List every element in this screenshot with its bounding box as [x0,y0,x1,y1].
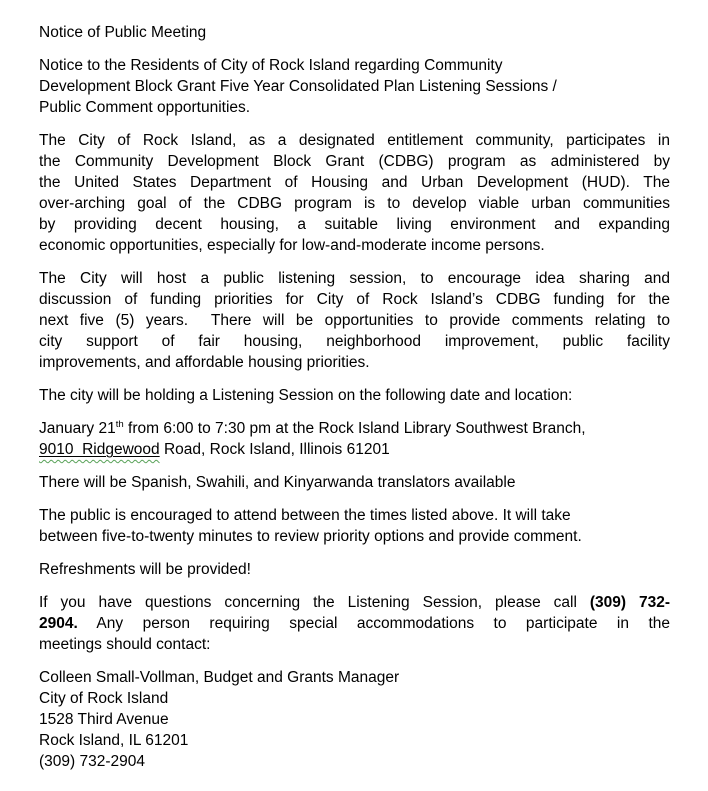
paragraph-addressee [39,55,670,118]
paragraph-translators [39,472,670,493]
text-run: city support of fair housing, neighborhood improvement, public facility [39,333,670,350]
text-run: Public Comment opportunities. [39,99,251,116]
text-run: from 6:00 to 7:30 pm at the Rock Island Library Southwest Branch, [123,420,586,437]
text-run: Road, Rock Island, Illinois 61201 [159,441,390,458]
text-line [39,55,670,76]
paragraph-cdbg-program [39,130,670,256]
text-run: the United States Department of Housing and Urban Development (HUD). The [39,174,670,191]
text-run: 2904. [39,615,78,632]
text-line [39,76,670,97]
text-run: If you have questions concerning the Listening Session, please call [39,594,590,611]
text-run: by providing decent housing, a suitable living environment and expanding [39,216,670,233]
paragraph-contact-block [39,667,670,772]
text-run: the Community Development Block Grant (CDBG) program as administered by [39,153,670,170]
text-line [39,331,670,352]
text-line [39,385,670,406]
paragraph-session-announce [39,385,670,406]
text-line [39,439,670,460]
paragraph-attendance [39,505,670,547]
text-line [39,730,670,751]
text-run: between five-to-twenty minutes to review priority options and provide comment. [39,528,582,545]
text-line [39,130,670,151]
text-run: Refreshments will be provided! [39,561,251,578]
text-run: Rock Island, IL 61201 [39,732,189,749]
text-run: The City will host a public listening session, to encourage idea sharing and [39,270,670,287]
text-line [39,592,670,613]
text-run: th [115,418,124,430]
text-run: The public is encouraged to attend between the times listed above. It will take [39,507,571,524]
text-run: economic opportunities, especially for low-and-moderate income persons. [39,237,545,254]
text-run: 1528 Third Avenue [39,711,169,728]
paragraph-listening-session [39,268,670,373]
text-line [39,634,670,655]
text-run: The City of Rock Island, as a designated entitlement community, participates in [39,132,670,149]
text-line [39,268,670,289]
text-run: over-arching goal of the CDBG program is to develop viable urban communities [39,195,670,212]
text-run: Colleen Small-Vollman, Budget and Grants Manager [39,669,400,686]
text-line [39,172,670,193]
text-line [39,151,670,172]
text-run: The city will be holding a Listening Session on the following date and location: [39,387,573,404]
text-line [39,526,670,547]
paragraph-session-details [39,418,670,460]
paragraph-title [39,22,670,43]
text-line [39,667,670,688]
text-line [39,688,670,709]
text-run: (309) 732- [589,594,670,611]
grammar-flagged-text: 9010 Ridgewood [39,441,160,458]
text-run: discussion of funding priorities for City of Rock Island’s CDBG funding for the [39,291,670,308]
text-line [39,214,670,235]
paragraph-questions [39,592,670,655]
text-line [39,193,670,214]
text-line [39,559,670,580]
text-run: City of Rock Island [39,690,169,707]
text-run: meetings should contact: [39,636,211,653]
text-run: Any person requiring special accommodations to participate in the [77,615,670,632]
text-run: Notice to the Residents of City of Rock Island regarding Community [39,57,503,74]
text-run: There will be Spanish, Swahili, and Kinyarwanda translators available [39,474,516,491]
paragraph-refreshments [39,559,670,580]
text-line [39,22,670,43]
text-line [39,505,670,526]
text-run: Notice of Public Meeting [39,24,207,41]
text-run: January 21 [39,420,116,437]
text-line [39,97,670,118]
text-line [39,289,670,310]
text-line [39,751,670,772]
text-run: Development Block Grant Five Year Consolidated Plan Listening Sessions / [39,78,557,95]
text-line [39,613,670,634]
text-line [39,418,670,439]
text-line [39,709,670,730]
text-run [39,441,160,458]
text-run: (309) 732-2904 [39,753,145,770]
text-line [39,352,670,373]
text-line [39,310,670,331]
text-line [39,472,670,493]
text-run: next five (5) years. There will be opportunities to provide comments relating to [39,312,670,329]
text-run: improvements, and affordable housing priorities. [39,354,370,371]
text-line [39,235,670,256]
